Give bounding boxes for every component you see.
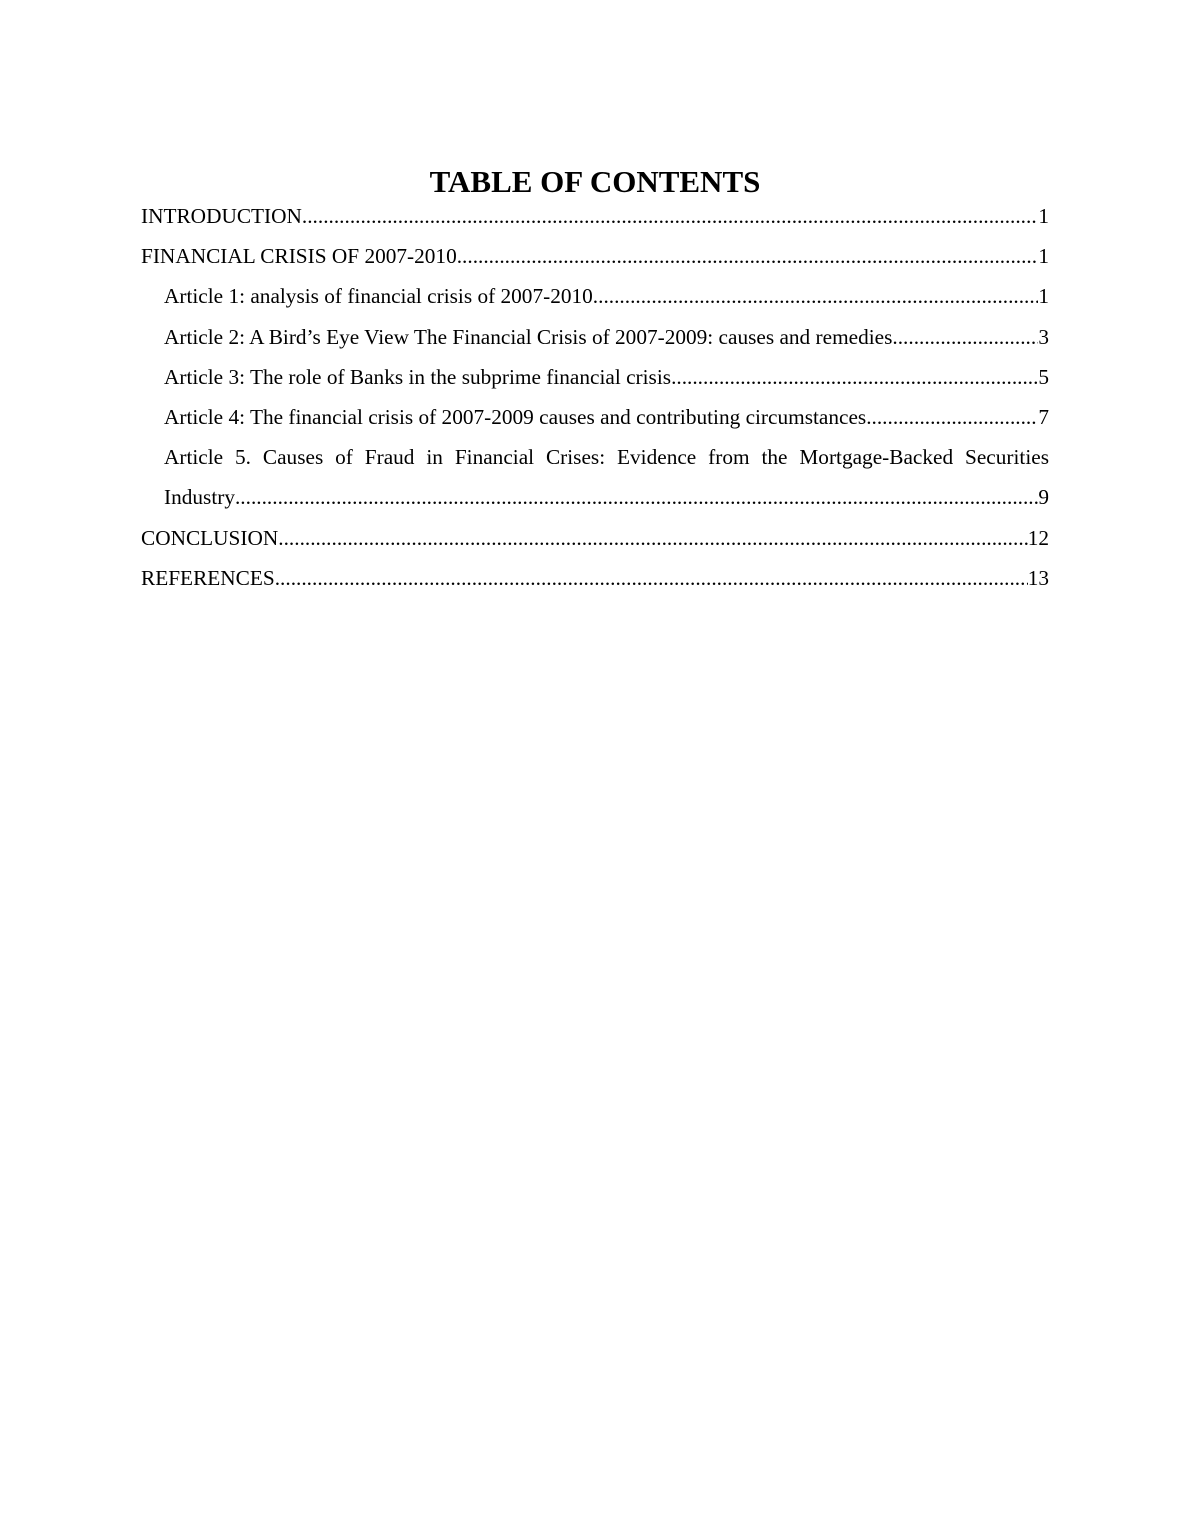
toc-entry-label: Article 2: A Bird’s Eye View The Financial Crisis of 2007-2009: causes and remedies	[164, 324, 893, 349]
toc-entry-label: INTRODUCTION	[141, 204, 302, 228]
toc-entry-label: Article 4: The financial crisis of 2007-2009 causes and contributing circumstances	[164, 404, 867, 429]
toc-list	[141, 196, 1049, 598]
toc-entry-label: Article 3: The role of Banks in the subprime financial crisis	[164, 364, 672, 389]
toc-entry-label: CONCLUSION	[141, 525, 279, 550]
toc-dot-leader	[235, 477, 1038, 517]
toc-page-number: 5	[1038, 364, 1049, 389]
toc-dot-leader	[302, 196, 1038, 236]
toc-page-number: 3	[1038, 324, 1049, 349]
toc-title: TABLE OF CONTENTS	[429, 164, 761, 199]
toc-entry-label-line-2: Industry	[164, 485, 235, 510]
toc-dot-leader	[866, 397, 1038, 437]
toc-entry-introduction[interactable]	[141, 196, 1049, 236]
toc-entry-article-4[interactable]	[141, 397, 1049, 437]
toc-entry-label: Article 1: analysis of financial crisis of 2007-2010	[164, 284, 593, 309]
toc-dot-leader	[671, 357, 1038, 397]
toc-page-number: 12	[1027, 525, 1049, 550]
toc-entry-article-1[interactable]	[141, 276, 1049, 316]
toc-entry-label-line-1: Article 5. Causes of Fraud in Financial Crises: Evidence from the Mortgage-Backed Securities	[164, 445, 1049, 470]
toc-entry-article-3[interactable]	[141, 357, 1049, 397]
toc-page-number: 13	[1027, 565, 1049, 590]
toc-page-number: 7	[1038, 404, 1049, 429]
toc-entry-article-5[interactable]	[141, 437, 1049, 517]
toc-entry-label: REFERENCES	[141, 565, 275, 590]
toc-dot-leader	[275, 558, 1028, 598]
toc-dot-leader	[593, 276, 1039, 316]
toc-dot-leader	[278, 518, 1027, 558]
toc-entry-references[interactable]	[141, 558, 1049, 598]
toc-page-number: 1	[1038, 244, 1049, 269]
toc-entry-financial-crisis[interactable]	[141, 236, 1049, 276]
toc-page-number: 9	[1038, 485, 1049, 510]
toc-dot-leader	[457, 236, 1039, 276]
toc-page-number: 1	[1038, 204, 1049, 228]
toc-page-number: 1	[1038, 284, 1049, 309]
toc-entry-label-line-2-row	[164, 477, 1049, 517]
toc-entry-conclusion[interactable]	[141, 518, 1049, 558]
toc-entry-article-2[interactable]	[141, 317, 1049, 357]
toc-entry-label: FINANCIAL CRISIS OF 2007-2010	[141, 244, 457, 269]
toc-dot-leader	[892, 317, 1038, 357]
